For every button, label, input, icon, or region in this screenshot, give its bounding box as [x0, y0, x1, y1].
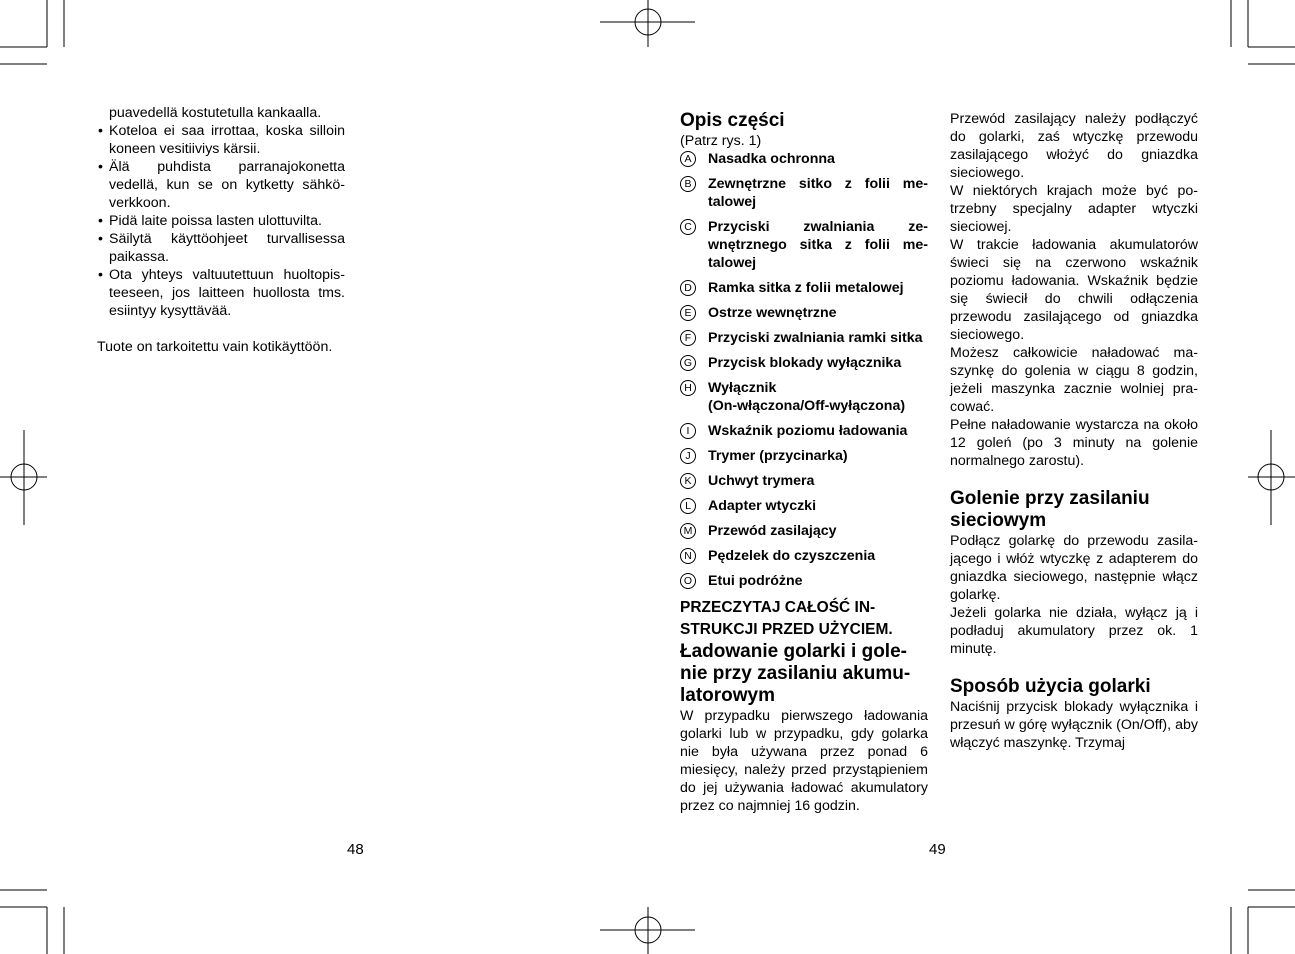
instructions-column — [950, 110, 1198, 752]
circled-letter-icon: F — [680, 330, 696, 346]
part-item: G Przycisk blokady wyłącznika — [680, 354, 928, 372]
part-item: B Zewnętrzne sitko z folii metalowej — [680, 175, 928, 211]
household-use-note: Tuote on tarkoitettu vain kotikäyttöön. — [97, 339, 333, 355]
mains-title: Golenie przy zasilaniu sieciowym — [950, 488, 1150, 531]
part-item: J Trymer (przycinarka) — [680, 447, 928, 465]
circled-letter-icon: O — [680, 573, 696, 589]
part-item: E Ostrze wewnętrzne — [680, 304, 928, 322]
charging-text-4: W trakcie ładowania akumulatorów świeci się na czerwono wskaźnik poziomu ładowania. Wskaźnik będzie się świecił do chwili odłączenia przewodu zasilającego od gniazdka sieciowego. — [950, 237, 1198, 343]
charging-text-2: Przewód zasilający należy podłączyć do golarki, zaś wtyczkę przewodu zasilającego włożyć do gniazdka sieciowego. — [950, 111, 1198, 181]
part-item: H Wyłącznik (On-włączona/Off-wyłączona) — [680, 379, 928, 415]
parts-title: Opis części — [680, 110, 785, 131]
part-item: M Przewód zasilający — [680, 522, 928, 540]
part-item: C Przyciski zwalniania zewnętrznego sitka z folii metalowej — [680, 218, 928, 272]
charging-text-1: W przypadku pierwszego ładowania golarki lub w przypadku, gdy golarka nie była używana przez ponad 6 miesięcy, należy przed przystąpieniem do jej używania ładować akumulatory przez co najmniej 16 godzin. — [680, 708, 928, 814]
left-page-text — [97, 104, 345, 356]
circled-letter-icon: K — [680, 473, 696, 489]
part-item: L Adapter wtyczki — [680, 497, 928, 515]
circled-letter-icon: J — [680, 448, 696, 464]
circled-letter-icon: L — [680, 498, 696, 514]
circled-letter-icon: G — [680, 355, 696, 371]
part-item: I Wskaźnik poziomu ładowania — [680, 422, 928, 440]
bullet-item: • Pidä laite poissa lasten ulottuvilta. — [98, 213, 322, 229]
circled-letter-icon: H — [680, 380, 696, 396]
circled-letter-icon: B — [680, 176, 696, 192]
charging-text-6: Pełne naładowanie wystarcza na około 12 goleń (po 3 minuty na golenie normalnego zarostu). — [950, 417, 1198, 469]
usage-title: Sposób użycia golarki — [950, 676, 1151, 697]
mains-text-2: Jeżeli golarka nie działa, wyłącz ją i podładuj akumulatory przez ok. 1 minutę. — [950, 605, 1198, 657]
circled-letter-icon: A — [680, 151, 696, 167]
charging-text-5: Możesz całkowicie naładować maszynkę do golenia w ciągu 8 godzin, jeżeli maszynka zacznie wolniej pracować. — [950, 345, 1198, 415]
parts-subtitle: (Patrz rys. 1) — [680, 133, 762, 149]
bullet-item: • Koteloa ei saa irrottaa, koska silloin koneen vesitiiviys kärsii. — [98, 123, 345, 157]
page-number-right: 49 — [929, 841, 946, 858]
circled-letter-icon: E — [680, 305, 696, 321]
part-item: F Przyciski zwalniania ramki sitka — [680, 329, 928, 347]
bullet-item: • Ota yhteys valtuutettuun huoltopisteeseen, jos laitteen huollosta tms. esiintyy kysyttävää. — [98, 267, 345, 319]
part-item: D Ramka sitka z folii metalowej — [680, 279, 928, 297]
part-item: O Etui podróżne — [680, 572, 928, 590]
circled-letter-icon: M — [680, 523, 696, 539]
circled-letter-icon: D — [680, 280, 696, 296]
circled-letter-icon: C — [680, 219, 696, 235]
page-number-left: 48 — [347, 841, 364, 858]
charging-title: Ładowanie golarki i golenie przy zasilaniu akumulatorowym — [680, 641, 911, 706]
parts-column — [680, 110, 928, 815]
bullet-item: • Älä puhdista parranajokonetta vedellä, kun se on kytketty sähköverkkoon. — [98, 159, 345, 211]
parts-list — [680, 150, 928, 590]
usage-text-1: Naciśnij przycisk blokady wyłącznika i przesuń w górę wyłącznik (On/Off), aby włączyć maszynkę. Trzymaj — [950, 699, 1198, 751]
part-item: A Nasadka ochronna — [680, 150, 928, 168]
circled-letter-icon: N — [680, 548, 696, 564]
continuation-text: puavedellä kostutetulla kankaalla. — [109, 105, 322, 121]
mains-text-1: Podłącz golarkę do przewodu zasilającego i włóż wtyczkę z adapterem do gniazdka sieciowego, następnie włącz golarkę. — [950, 533, 1198, 603]
read-instructions-warning: PRZECZYTAJ CAŁOŚĆ INSTRUKCJI PRZED UŻYCIEM. — [680, 599, 893, 638]
bullet-item: • Säilytä käyttöohjeet turvallisessa paikassa. — [98, 231, 345, 265]
care-bullet-list — [97, 122, 345, 320]
circled-letter-icon: I — [680, 423, 696, 439]
charging-text-3: W niektórych krajach może być potrzebny specjalny adapter wtyczki sieciowej. — [950, 183, 1198, 235]
part-item: N Pędzelek do czyszczenia — [680, 547, 928, 565]
part-item: K Uchwyt trymera — [680, 472, 928, 490]
